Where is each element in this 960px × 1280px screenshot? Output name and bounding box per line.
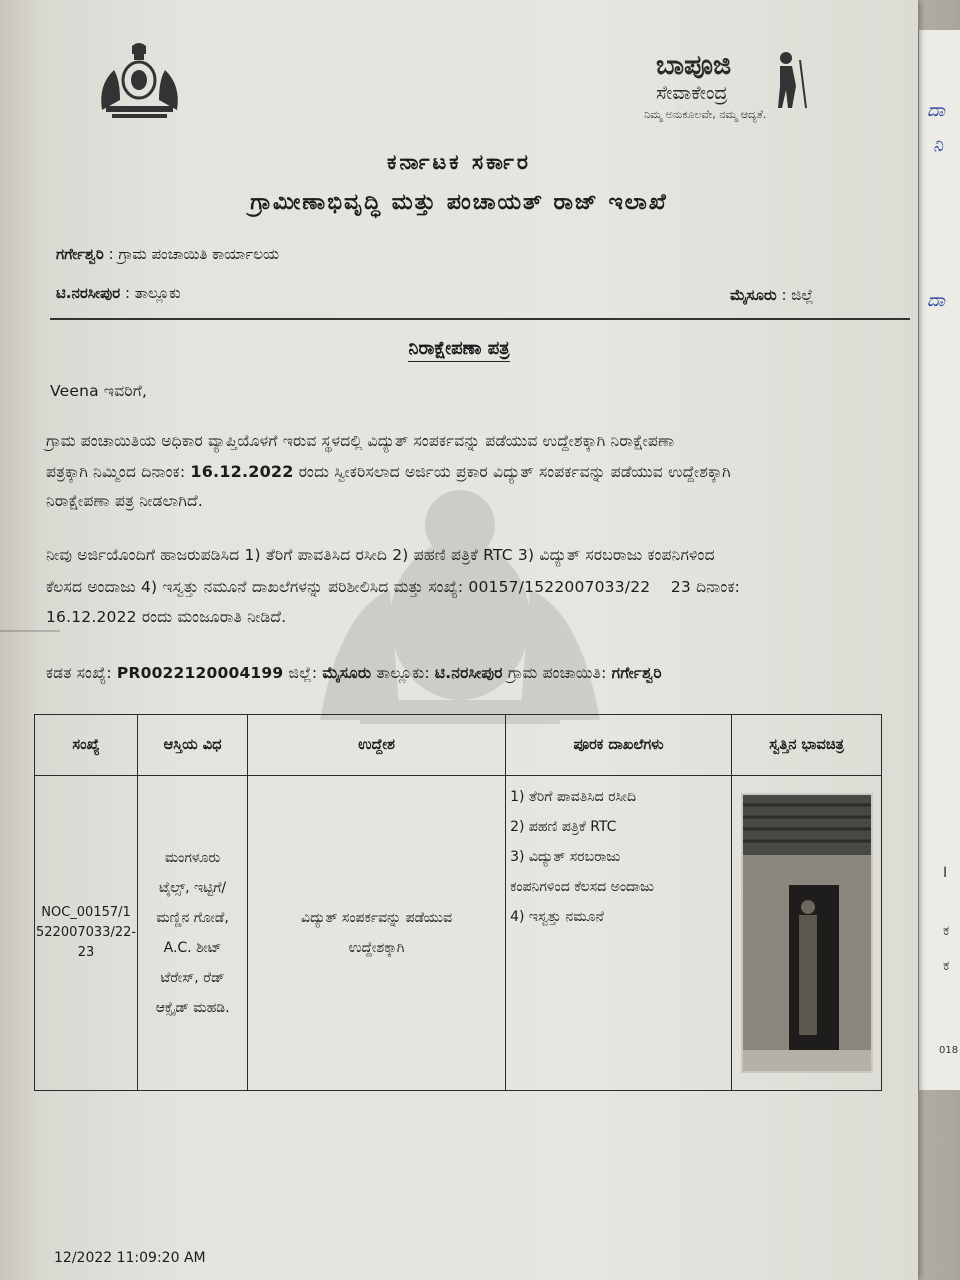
- sanction-date: 16.12.2022: [46, 608, 137, 626]
- purpose-line-2: ಉದ್ದೇಶಕ್ಕಾಗಿ: [348, 940, 405, 956]
- para2-line2: [46, 578, 740, 597]
- handwriting-1: ದಾ: [927, 100, 945, 121]
- para2-line2-start: ಕೆಲಸದ ಅಂದಾಜು 4) ಇಸ್ವತ್ತು ನಮೂನೆ ದಾಖಲೆಗಳನ್ನು ಪರಿಶೀಲಿಸಿದ ಮತ್ತು ಸಂಖ್ಯೆ:: [46, 578, 469, 596]
- para2-line2-end: ದಿನಾಂಕ:: [690, 578, 741, 596]
- document-item-4: ಕಂಪನಿಗಳಿಂದ ಕೆಲಸದ ಅಂದಾಜು: [510, 879, 654, 895]
- col-header-documents: ಪೂರಕ ದಾಖಲೆಗಳು: [506, 715, 732, 776]
- property-line-4: A.C. ಶೀಟ್: [163, 940, 222, 956]
- karnataka-emblem-icon: [92, 40, 187, 120]
- taluk-suffix: : ತಾಲ್ಲೂಕು: [120, 284, 181, 302]
- property-line-1: ಮಂಗಳೂರು: [164, 850, 221, 866]
- ref-district-label: ಜಿಲ್ಲೆ:: [283, 664, 323, 682]
- office-line: [56, 245, 279, 263]
- col-header-purpose: ಉದ್ದೇಶ: [248, 715, 506, 776]
- reference-line: [46, 664, 662, 683]
- taluk-name: ಟಿ.ನರಸೀಪುರ: [56, 284, 121, 302]
- applicant-name: Veena: [50, 382, 99, 400]
- number-part-3: 23: [77, 945, 95, 960]
- underlying-paper: [918, 30, 960, 1090]
- para2-line3-end: ರಂದು ಮಂಜೂರಾತಿ ನೀಡಿದೆ.: [136, 608, 287, 626]
- logo-subtitle: ಸೇವಾಕೇಂದ್ರ: [656, 82, 728, 104]
- cell-documents: [506, 776, 732, 1091]
- district-line: [730, 286, 813, 304]
- district-suffix: : ಜಿಲ್ಲೆ: [776, 286, 814, 304]
- ref-district: ಮೈಸೂರು: [322, 664, 372, 682]
- print-timestamp: 12/2022 11:09:20 AM: [54, 1250, 206, 1266]
- office-name: ಗರ್ಗೇಶ್ವರಿ: [56, 245, 104, 263]
- noc-title-text: ನಿರಾಕ್ಷೇಪಣಾ ಪತ್ರ: [408, 338, 509, 362]
- ref-taluk: ಟಿ.ನರಸೀಪುರ: [434, 664, 503, 682]
- para1-line3: ನಿರಾಕ್ಷೇಪಣಾ ಪತ್ರ ನೀಡಲಾಗಿದೆ.: [46, 492, 203, 510]
- handwriting-2: ನಿ: [933, 135, 944, 156]
- application-date: 16.12.2022: [190, 462, 294, 481]
- property-photo: [741, 793, 873, 1073]
- taluk-line: [56, 284, 181, 302]
- ref-taluk-label: ತಾಲ್ಲೂಕು:: [371, 664, 435, 682]
- department-title: ಗ್ರಾಮೀಣಾಭಿವೃದ್ಧಿ ಮತ್ತು ಪಂಚಾಯತ್ ರಾಜ್ ಇಲಾಖೆ: [250, 190, 668, 215]
- purpose-line-1: ವಿದ್ಯುತ್ ಸಂಪರ್ಕವನ್ನು ಪಡೆಯುವ: [301, 910, 453, 926]
- paper-fold: [0, 630, 60, 632]
- property-line-2: ಟೈಲ್ಸ್, ಇಟ್ಟಿಗೆ/: [158, 880, 227, 896]
- edge-mark-3: ಕ: [943, 958, 950, 974]
- salutation-suffix: ಇವರಿಗೆ,: [98, 382, 148, 400]
- number-part-1: NOC_00157/1: [41, 905, 131, 920]
- logo-title: ಬಾಪೂಜಿ: [656, 50, 732, 81]
- watermark-emblem-icon: [300, 470, 620, 730]
- col-header-number: ಸಂಖ್ಯೆ: [35, 715, 138, 776]
- cell-purpose: [248, 776, 506, 1091]
- edge-mark-4: 018: [939, 1045, 959, 1056]
- handwriting-3: ದಾ: [927, 290, 945, 311]
- edge-mark-2: ಕ: [943, 923, 950, 939]
- noc-title: [0, 338, 918, 359]
- header-divider: [50, 318, 910, 320]
- sanction-number: 00157/1522007033/22 23: [468, 578, 691, 596]
- gandhi-figure-icon: [762, 50, 812, 110]
- col-header-photo: ಸ್ವತ್ತಿನ ಭಾವಚಿತ್ರ: [732, 715, 882, 776]
- para2-line3: [46, 608, 286, 627]
- document-item-3: 3) ವಿದ್ಯುತ್ ಸರಬರಾಜು: [510, 849, 621, 865]
- document-item-1: 1) ತೆರಿಗೆ ಪಾವತಿಸಿದ ರಸೀದಿ: [510, 789, 637, 805]
- property-table: [34, 714, 882, 1091]
- document-item-5: 4) ಇಸ್ವತ್ತು ನಮೂನೆ: [510, 909, 604, 925]
- logo-tagline: ನಿಮ್ಮ ಅನುಕೂಲವೇ, ನಮ್ಮ ಆದ್ಯತೆ.: [644, 108, 767, 121]
- cell-number: [35, 776, 138, 1091]
- number-part-2: 522007033/22-: [36, 925, 137, 940]
- table-header-row: [35, 715, 882, 776]
- cell-photo: [732, 776, 882, 1091]
- table-row: [35, 776, 882, 1091]
- office-suffix: : ಗ್ರಾಮ ಪಂಚಾಯಿತಿ ಕಾರ್ಯಾಲಯ: [103, 245, 280, 263]
- reference-number: PR0022120004199: [116, 664, 284, 682]
- property-line-6: ಆಕ್ಸೈಡ್ ಮಹಡಿ.: [155, 1000, 230, 1016]
- government-title: ಕರ್ನಾಟಕ ಸರ್ಕಾರ: [387, 150, 531, 174]
- ref-gp: ಗರ್ಗೇಶ್ವರಿ: [611, 664, 662, 682]
- cell-property-type: [138, 776, 248, 1091]
- para1-line2-start: ಪತ್ರಕ್ಕಾಗಿ ನಿಮ್ಮಿಂದ ದಿನಾಂಕ:: [46, 463, 191, 481]
- col-header-property-type: ಆಸ್ತಿಯ ವಿಧ: [138, 715, 248, 776]
- bapuji-sevakendra-logo: [640, 50, 830, 130]
- property-line-3: ಮಣ್ಣಿನ ಗೋಡೆ,: [156, 910, 229, 926]
- para2-line1: ನೀವು ಅರ್ಜಿಯೊಂದಿಗೆ ಹಾಜರುಪಡಿಸಿದ 1) ತೆರಿಗೆ ಪಾವತಿಸಿದ ರಸೀದಿ 2) ಪಹಣಿ ಪತ್ರಿಕೆ RTC 3) ವಿದ್ಯುತ್ ಸರಬರಾಜು ಕಂಪನಿಗಳಿಂದ: [46, 546, 715, 564]
- reference-label: ಕಡತ ಸಂಖ್ಯೆ:: [46, 664, 117, 682]
- para1-line2-end: ರಂದು ಸ್ವೀಕರಿಸಲಾದ ಅರ್ಜಿಯ ಪ್ರಕಾರ ವಿದ್ಯುತ್ ಸಂಪರ್ಕವನ್ನು ಪಡೆಯುವ ಉದ್ದೇಶಕ್ಕಾಗಿ: [293, 463, 731, 481]
- para1-line2: [46, 462, 731, 482]
- salutation: [50, 382, 147, 401]
- ref-gp-label: ಗ್ರಾಮ ಪಂಚಾಯಿತಿ:: [502, 664, 612, 682]
- edge-mark-1: I: [943, 865, 948, 881]
- document-item-2: 2) ಪಹಣಿ ಪತ್ರಿಕೆ RTC: [510, 819, 617, 835]
- property-line-5: ಟೆರೇಸ್, ರೆಡ್: [160, 970, 225, 986]
- house-photo-image: [743, 795, 871, 1071]
- para1-line1: ಗ್ರಾಮ ಪಂಚಾಯಿತಿಯ ಅಧಿಕಾರ ವ್ಯಾಪ್ತಿಯೊಳಗೆ ಇರುವ ಸ್ಥಳದಲ್ಲಿ ವಿದ್ಯುತ್ ಸಂಪರ್ಕವನ್ನು ಪಡೆಯುವ ಉದ್ದೇಶಕ್ಕಾಗಿ ನಿರಾಕ್ಷೇಪಣಾ: [46, 432, 675, 450]
- district-name: ಮೈಸೂರು: [730, 286, 777, 304]
